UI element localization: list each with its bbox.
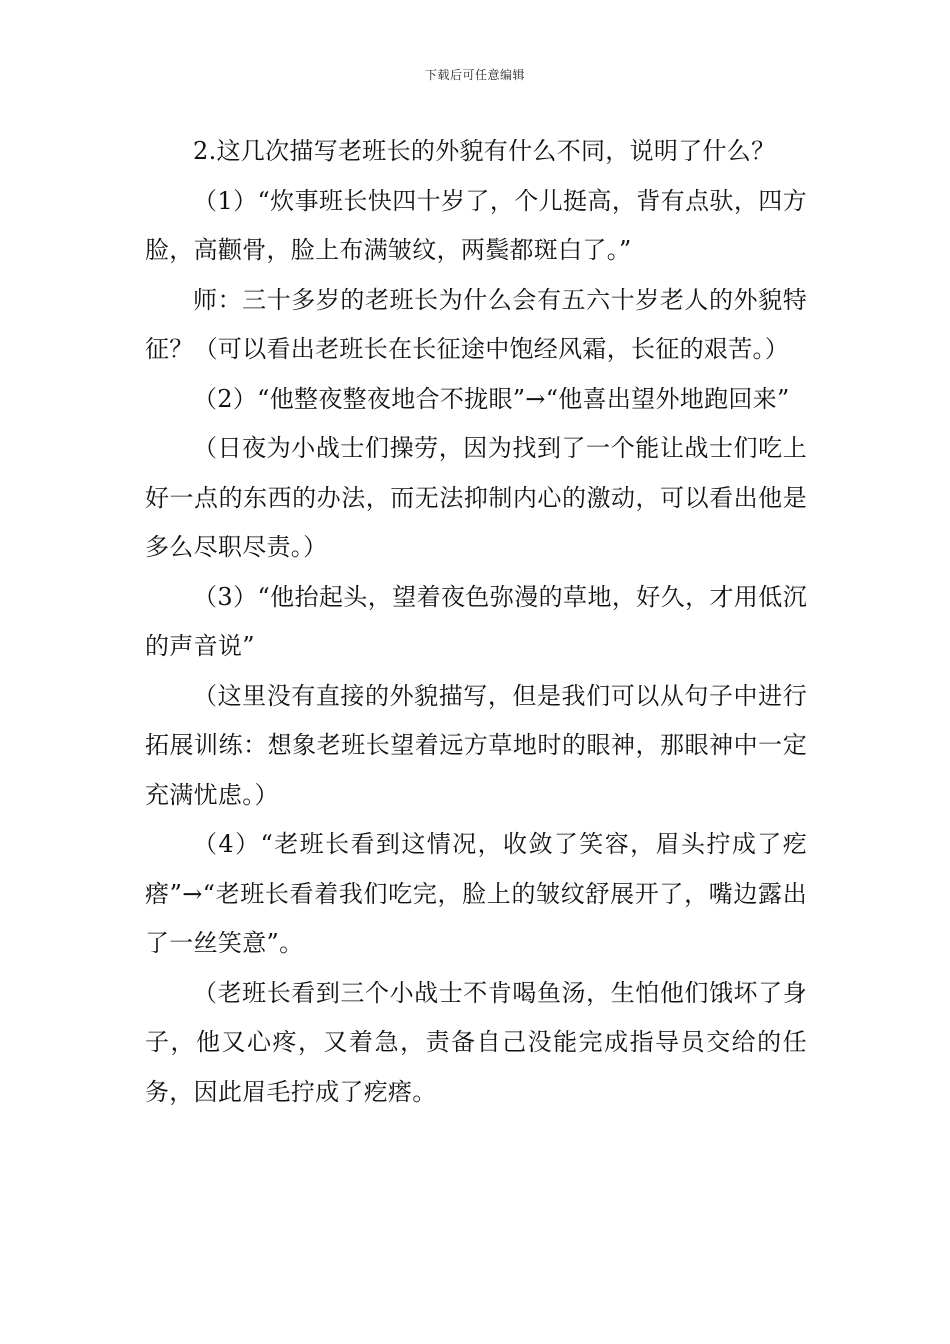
explanation-paragraph-3: （这里没有直接的外貌描写，但是我们可以从句子中进行拓展训练：想象老班长望着远方草地时的眼神，那眼神中一定充满忧虑。） — [145, 681, 807, 809]
quote-paragraph-1: （1）“炊事班长快四十岁了，个儿挺高，背有点驮，四方脸，高颧骨，脸上布满皱纹，两鬓都斑白了。” — [145, 186, 807, 264]
quote-paragraph-3: （3）“他抬起头，望着夜色弥漫的草地，好久，才用低沉的声音说” — [145, 582, 807, 660]
quote-paragraph-4: （4）“老班长看到这情况，收敛了笑容，眉头拧成了疙瘩”→“老班长看着我们吃完，脸上的皱纹舒展开了，嘴边露出了一丝笑意”。 — [145, 830, 807, 957]
explanation-paragraph-4: （老班长看到三个小战士不肯喝鱼汤，生怕他们饿坏了身子，他又心疼，又着急，责备自己没能完成指导员交给的任务，因此眉毛拧成了疙瘩。 — [145, 978, 807, 1106]
explanation-paragraph-2: （日夜为小战士们操劳，因为找到了一个能让战士们吃上好一点的东西的办法，而无法抑制内心的激动，可以看出他是多么尽职尽责。） — [145, 434, 807, 561]
page-header: 下载后可任意编辑 — [424, 68, 525, 82]
document-body — [145, 127, 807, 1117]
question-heading: 2.这几次描写老班长的外貌有什么不同，说明了什么？ — [193, 137, 776, 165]
teacher-paragraph: 师：三十多岁的老班长为什么会有五六十岁老人的外貌特征？（可以看出老班长在长征途中饱经风霜，长征的艰苦。） — [145, 285, 807, 363]
quote-paragraph-2: （2）“他整夜整夜地合不拢眼”→“他喜出望外地跑回来” — [193, 384, 790, 413]
